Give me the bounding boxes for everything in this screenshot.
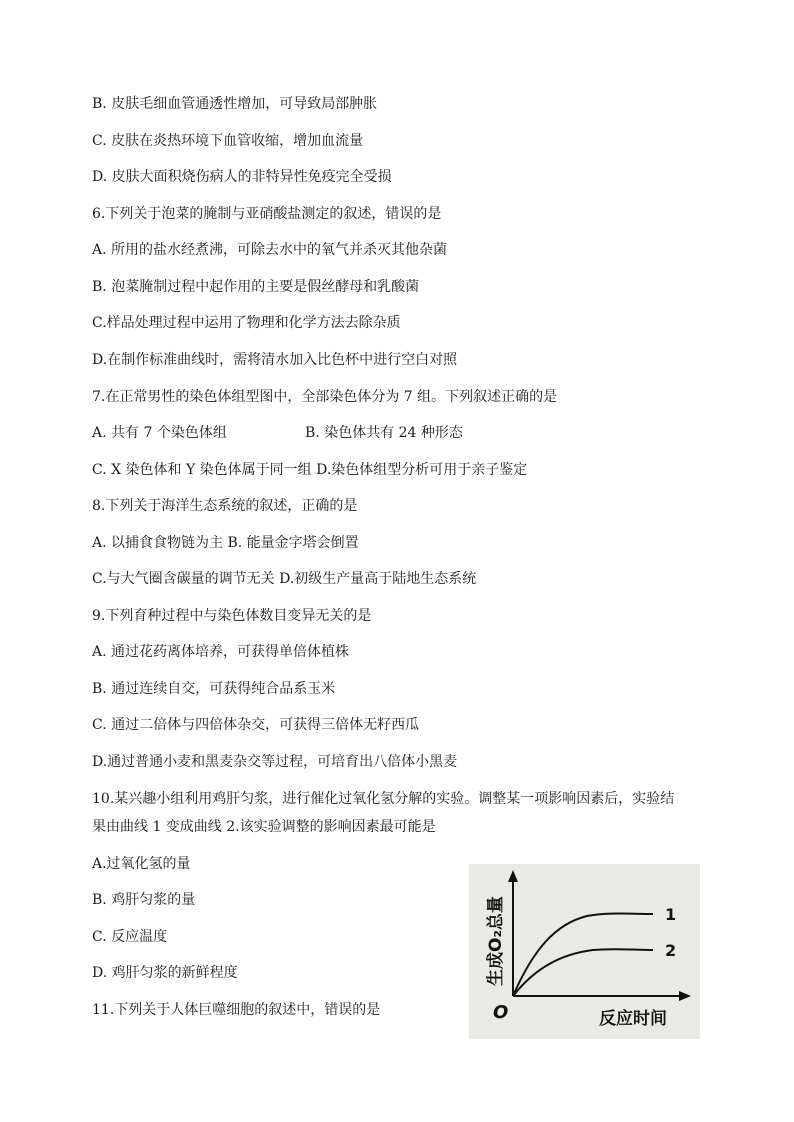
option-9b: B. 通过连续自交，可获得纯合品系玉米	[92, 681, 336, 697]
option-7b: B. 染色体共有 24 种形态	[305, 425, 463, 441]
option-5b: B. 皮肤毛细血管通透性增加，可导致局部肿胀	[92, 96, 378, 112]
curve-1	[513, 914, 653, 997]
option-10a: A.过氧化氢的量	[92, 856, 191, 872]
option-6b: B. 泡菜腌制过程中起作用的主要是假丝酵母和乳酸菌	[92, 279, 420, 295]
question-10-line1: 10.某兴趣小组利用鸡肝匀浆，进行催化过氧化氢分解的实验。调整某一项影响因素后，实验结	[92, 791, 675, 807]
option-7a: A. 共有 7 个染色体组	[92, 425, 227, 441]
options-8cd: C.与大气圈含碳量的调节无关 D.初级生产量高于陆地生态系统	[92, 571, 477, 587]
options-7ab	[92, 424, 463, 442]
question-10-line2: 果由曲线 1 变成曲线 2.该实验调整的影响因素最可能是	[92, 819, 436, 835]
question-9: 9.下列育种过程中与染色体数目变异无关的是	[92, 608, 372, 624]
question-7: 7.在正常男性的染色体组型图中，全部染色体分为 7 组。下列叙述正确的是	[92, 389, 558, 405]
curve-2-label: 2	[665, 941, 677, 960]
y-axis-arrow	[508, 870, 518, 882]
origin-label: O	[493, 1002, 509, 1023]
reaction-curve-figure	[469, 864, 700, 1039]
option-9a: A. 通过花药离体培养，可获得单倍体植株	[92, 644, 350, 660]
question-8: 8.下列关于海洋生态系统的叙述，正确的是	[92, 498, 358, 514]
option-6c: C.样品处理过程中运用了物理和化学方法去除杂质	[92, 315, 401, 331]
y-axis-label: 生成O₂总量	[486, 896, 506, 986]
question-6: 6.下列关于泡菜的腌制与亚硝酸盐测定的叙述，错误的是	[92, 206, 442, 222]
option-6d: D.在制作标准曲线时，需将清水加入比色杯中进行空白对照	[92, 352, 458, 368]
question-11: 11.下列关于人体巨噬细胞的叙述中，错误的是	[92, 1002, 381, 1018]
option-9c: C. 通过二倍体与四倍体杂交，可获得三倍体无籽西瓜	[92, 717, 420, 733]
option-10d: D. 鸡肝匀浆的新鲜程度	[92, 965, 238, 981]
options-7cd: C. X 染色体和 Y 染色体属于同一组 D.染色体组型分析可用于亲子鉴定	[92, 462, 528, 478]
option-10c: C. 反应温度	[92, 929, 168, 945]
option-5c: C. 皮肤在炎热环境下血管收缩，增加血流量	[92, 133, 364, 149]
x-axis-label: 反应时间	[599, 1009, 667, 1029]
options-8ab: A. 以捕食食物链为主 B. 能量金字塔会倒置	[92, 535, 359, 551]
option-10b: B. 鸡肝匀浆的量	[92, 892, 196, 908]
curve-1-label: 1	[665, 905, 677, 924]
option-6a: A. 所用的盐水经煮沸，可除去水中的氧气并杀灭其他杂菌	[92, 242, 448, 258]
x-axis-arrow	[679, 991, 691, 1001]
option-5d: D. 皮肤大面积烧伤病人的非特异性免疫完全受损	[92, 169, 392, 185]
option-9d: D.通过普通小麦和黑麦杂交等过程，可培育出八倍体小黑麦	[92, 754, 458, 770]
reaction-curve-svg	[469, 864, 700, 1039]
